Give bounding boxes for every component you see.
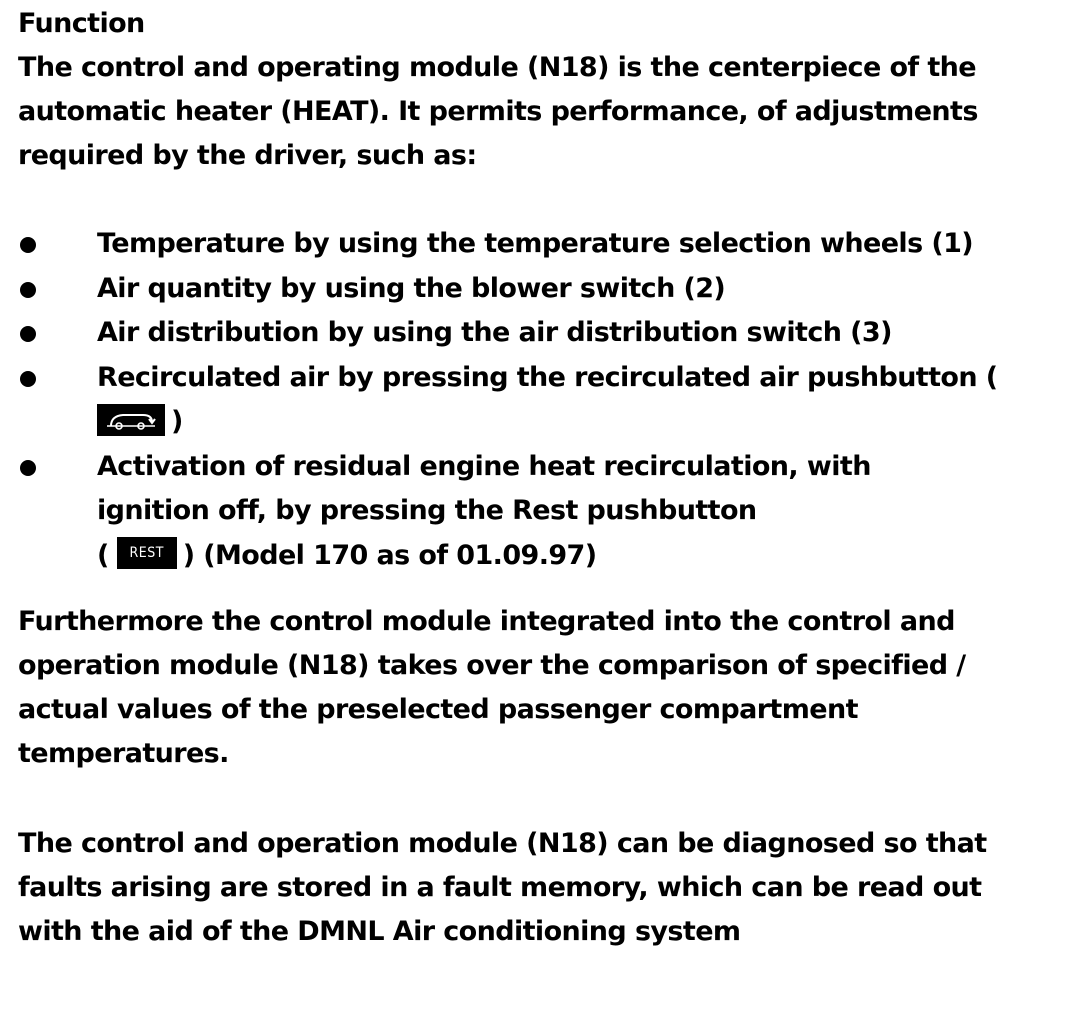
bullet-dot-icon [20, 326, 36, 342]
comparison-line-3: actual values of the preselected passenger compartment [18, 694, 858, 725]
bullet-dot-icon [20, 460, 36, 476]
bullet-item-recirculated-air [18, 356, 1058, 445]
diagnosis-line-1: The control and operation module (N18) can be diagnosed so that [18, 828, 987, 859]
section-heading: Function [18, 8, 145, 39]
diagnosis-line-3: with the aid of the DMNL Air conditioning system [18, 916, 741, 947]
rest-button-icon: REST [117, 537, 177, 569]
diagnosis-line-2: faults arising are stored in a fault memory, which can be read out [18, 872, 982, 903]
bullet-dot-icon [20, 282, 36, 298]
bullet-text-suffix: ) [171, 406, 183, 437]
bullet-item-temperature [18, 222, 1058, 267]
comparison-line-4: temperatures. [18, 738, 229, 769]
bullet-item-air-quantity [18, 267, 1058, 312]
bullet-list [18, 222, 1058, 578]
intro-line-1: The control and operating module (N18) is the centerpiece of the [18, 52, 976, 83]
comparison-line-2: operation module (N18) takes over the comparison of specified / [18, 650, 966, 681]
intro-line-3: required by the driver, such as: [18, 140, 477, 171]
intro-line-2: automatic heater (HEAT). It permits performance, of adjustments [18, 96, 978, 127]
bullet-item-residual-heat [18, 445, 1058, 579]
diagnosis-paragraph [18, 822, 1038, 954]
bullet-text-prefix: ( [97, 539, 109, 571]
bullet-text: Air distribution by using the air distribution switch (3) [97, 317, 892, 348]
comparison-paragraph [18, 600, 1038, 776]
recirculation-icon [97, 404, 165, 436]
intro-paragraph [18, 46, 1038, 178]
bullet-text: Air quantity by using the blower switch (2) [97, 272, 726, 304]
bullet-text: Temperature by using the temperature selection wheels (1) [97, 228, 974, 259]
bullet-text: ignition off, by pressing the Rest pushbutton [97, 495, 757, 526]
bullet-text: Activation of residual engine heat recirculation, with [97, 450, 871, 482]
bullet-dot-icon [20, 237, 36, 253]
bullet-text-suffix: ) (Model 170 as of 01.09.97) [182, 539, 597, 571]
bullet-text: Recirculated air by pressing the recirculated air pushbutton ( [97, 361, 998, 393]
bullet-item-air-distribution [18, 311, 1058, 356]
comparison-line-1: Furthermore the control module integrated into the control and [18, 606, 955, 637]
bullet-dot-icon [20, 371, 36, 387]
